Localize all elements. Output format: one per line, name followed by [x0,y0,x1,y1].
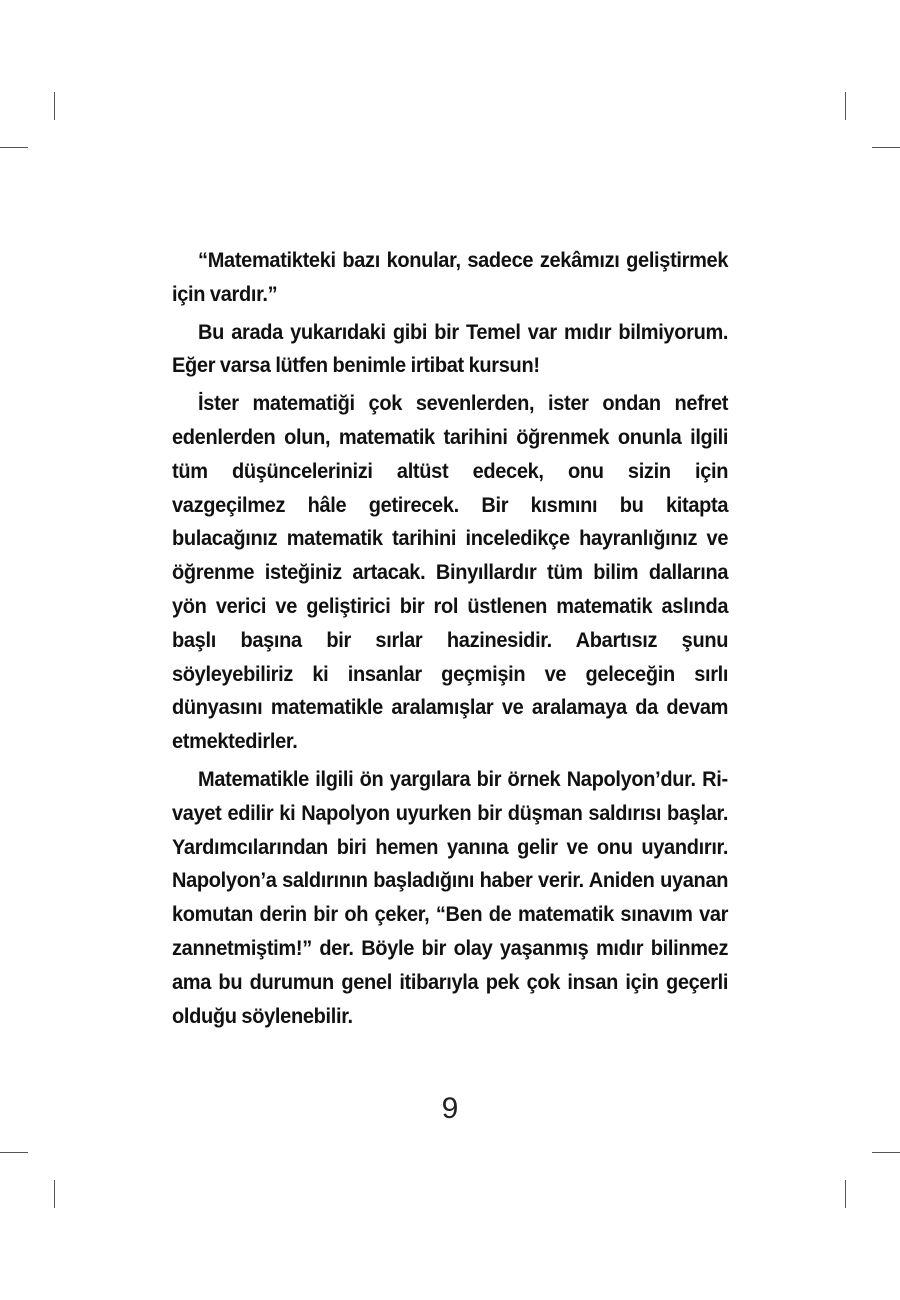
paragraph-2: Bu arada yukarıdaki gibi bir Temel var mıdır bilmiyorum. Eğer varsa lütfen benimle irtibat kursun! [172,319,729,378]
crop-mark-top-left-vertical [54,92,55,120]
crop-mark-top-right-vertical [845,92,846,120]
crop-mark-bottom-left-vertical [54,1180,55,1208]
crop-mark-bottom-right-vertical [845,1180,846,1208]
crop-mark-bottom-left-horizontal [0,1152,28,1153]
crop-mark-top-left-horizontal [0,147,28,148]
paragraph-3: İster matematiği çok sevenlerden, ister ondan nefret edenlerden olun, matematik tarihini öğrenmek onunla ilgili tüm düşüncelerinizi altüst edecek, onu sizin için vazgeçilmez hâle getirecek. Bir kısmını bu kitapta bulacağınız matematik tarihini inceledikçe hayranlığınız ve öğrenme isteğiniz artacak. Binyıllardır tüm bilim dallarına yön verici ve geliştirici bir rol üstlenen matematik aslında başlı başına bir sırlar hazinesidir. Abartısız şunu söyleyebiliriz ki insanlar geçmişin ve geleceğin sırlı dünyasını matematikle aralamışlar ve aralamaya da devam etmektedirler. [172,391,729,754]
crop-mark-bottom-right-horizontal [872,1152,900,1153]
paragraph-1: “Matematikteki bazı konular, sadece zekâmızı geliştirmek için vardır.” [172,248,729,306]
crop-mark-top-right-horizontal [872,147,900,148]
body-text [172,244,728,1037]
page-number: 9 [441,1092,459,1125]
paragraph-4: Matematikle ilgili ön yargılara bir örnek Napolyon’dur. Rivayet edilir ki Napolyon uyurken bir düşman saldırısı başlar. Yardımcılarından biri hemen yanına gelir ve onu uyandırır. Napolyon’a saldırının başladığını haber verir. Aniden uyanan komutan derin bir oh çeker, “Ben de matematik sınavım var zannetmiştim!” der. Böyle bir olay yaşanmış mıdır bilinmez ama bu durumun genel itibarıyla pek çok insan için geçerli olduğu söylenebilir. [172,766,729,1028]
